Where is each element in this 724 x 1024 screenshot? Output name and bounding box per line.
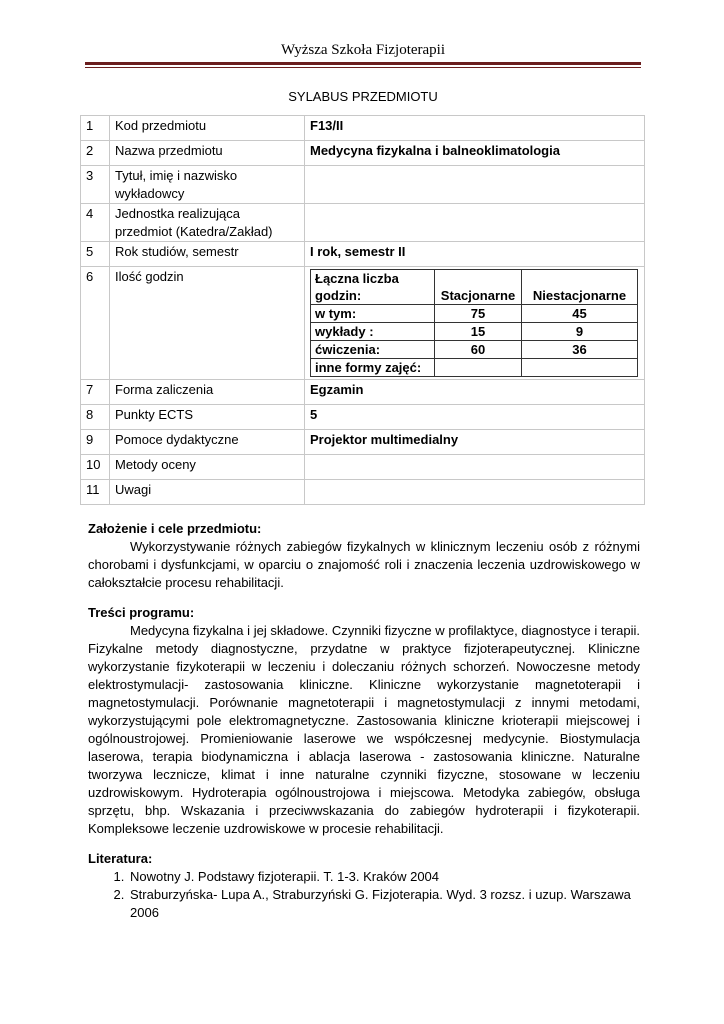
literature-list [88, 868, 640, 922]
row-value: I rok, semestr II [305, 242, 645, 267]
row-value [305, 166, 645, 204]
hours-niestac-value: 45 [522, 305, 638, 323]
table-row [81, 141, 645, 166]
row-label: Forma zaliczenia [110, 380, 305, 405]
row-label: Metody oceny [110, 455, 305, 480]
table-row [81, 166, 645, 204]
program-title: Treści programu: [88, 605, 195, 620]
row-label: Pomoce dydaktyczne [110, 430, 305, 455]
row-value [305, 204, 645, 242]
program-text: Medycyna fizykalna i jej składowe. Czynniki fizyczne w profilaktyce, diagnostyce i terapii. Fizykalne metody diagnostyczne, przydatne w praktyce fizjoterapeutycznej. Kliniczne wykorzystanie fizykoterapii w leczeniu i doleczaniu różnych schorzeń. Nowoczesne metody elektrostymulacji- zastosowania kliniczne. Kliniczne wykorzystanie magnetoterapii i magnetostymulacji. Porównanie magnetoterapii i magnetostymulacji z innymi metodami, wykorzystującymi pole elektromagnetyczne. Zastosowania kliniczne krioterapii miejscowej i ogólnoustrojowej. Promieniowanie laserowe we współczesnej medycynie. Biostymulacja laserowa, terapia biodynamiczna i ablacja laserowa - zastosowania kliniczne. Naturalne tworzywa lecznicze, klimat i inne naturalne czynniki fizyczne, stosowane w leczeniu uzdrowiskowym. Hydroterapia ogólnoustrojowa i miejscowa. Metodyka zabiegów, obsługa sprzętu, bhp. Wskazania i przeciwwskazania do zabiegów hydroterapii i fizykoterapii. Kompleksowe leczenie uzdrowiskowe w procesie rehabilitacji. [88, 623, 640, 836]
row-value: 5 [305, 405, 645, 430]
hours-row [311, 341, 638, 359]
hours-niestac-value: 36 [522, 341, 638, 359]
page-header-school: Wyższa Szkoła Fizjoterapii [280, 42, 446, 58]
hours-header-row [311, 270, 638, 305]
document-title: SYLABUS PRZEDMIOTU [288, 89, 438, 104]
hours-row [311, 305, 638, 323]
row-label: Kod przedmiotu [110, 116, 305, 141]
literature-title: Literatura: [88, 851, 153, 866]
literature-item: 2. Straburzyńska- Lupa A., Straburzyński G. Fizjoterapia. Wyd. 3 rozsz. i uzup. Warszawa 2006 [128, 886, 640, 922]
literature-section [88, 850, 640, 922]
hours-row [311, 323, 638, 341]
row-number: 11 [81, 480, 110, 505]
table-row [81, 116, 645, 141]
row-number: 8 [81, 405, 110, 430]
row-label: Punkty ECTS [110, 405, 305, 430]
row-value: Medycyna fizykalna i balneoklimatologia [305, 141, 645, 166]
hours-table [310, 269, 638, 377]
row-value: F13/II [305, 116, 645, 141]
hours-stac-value: 75 [435, 305, 522, 323]
row-label: Uwagi [110, 480, 305, 505]
literature-item: 1. Nowotny J. Podstawy fizjoterapii. T. 1-3. Kraków 2004 [128, 868, 640, 886]
row-number: 9 [81, 430, 110, 455]
table-row [81, 480, 645, 505]
row-number: 3 [81, 166, 110, 204]
table-row [81, 455, 645, 480]
row-number: 4 [81, 204, 110, 242]
hours-row-label: wykłady : [311, 323, 435, 341]
row-value: Projektor multimedialny [305, 430, 645, 455]
row-number: 6 [81, 267, 110, 380]
row-number: 7 [81, 380, 110, 405]
table-row [81, 380, 645, 405]
row-value [305, 480, 645, 505]
hours-total-label: Łączna liczba godzin: [311, 270, 435, 305]
hours-niestac-value [522, 359, 638, 377]
row-number: 2 [81, 141, 110, 166]
syllabus-table [80, 115, 645, 505]
hours-row-label: w tym: [311, 305, 435, 323]
hours-stac-value: 15 [435, 323, 522, 341]
row-label: Rok studiów, semestr [110, 242, 305, 267]
hours-col-stacjonarne: Stacjonarne [435, 270, 522, 305]
hours-row-label: inne formy zajęć: [311, 359, 435, 377]
hours-stac-value [435, 359, 522, 377]
hours-row [311, 359, 638, 377]
table-row [81, 242, 645, 267]
hours-col-niestacjonarne: Niestacjonarne [522, 270, 638, 305]
row-number: 5 [81, 242, 110, 267]
row-label: Jednostka realizująca przedmiot (Katedra/Zakład) [110, 204, 305, 242]
table-row-hours [81, 267, 645, 380]
row-number: 1 [81, 116, 110, 141]
program-section [88, 604, 640, 838]
table-row [81, 204, 645, 242]
hours-niestac-value: 9 [522, 323, 638, 341]
row-value: Egzamin [305, 380, 645, 405]
hours-cell [305, 267, 645, 380]
row-value [305, 455, 645, 480]
hours-row-label: ćwiczenia: [311, 341, 435, 359]
row-number: 10 [81, 455, 110, 480]
row-label: Nazwa przedmiotu [110, 141, 305, 166]
goals-title: Założenie i cele przedmiotu: [88, 521, 262, 536]
goals-text: Wykorzystywanie różnych zabiegów fizykalnych w klinicznym leczeniu osób z różnymi chorobami i dysfunkcjami, w oparciu o znajomość roli i znaczenia leczenia uzdrowiskowego w całokształcie procesu rehabilitacji. [88, 539, 640, 590]
table-row [81, 405, 645, 430]
header-rule-thin [85, 67, 641, 68]
hours-stac-value: 60 [435, 341, 522, 359]
row-label: Ilość godzin [110, 267, 305, 380]
table-row [81, 430, 645, 455]
header-rule-thick [85, 62, 641, 65]
row-label: Tytuł, imię i nazwisko wykładowcy [110, 166, 305, 204]
goals-section [88, 520, 640, 592]
